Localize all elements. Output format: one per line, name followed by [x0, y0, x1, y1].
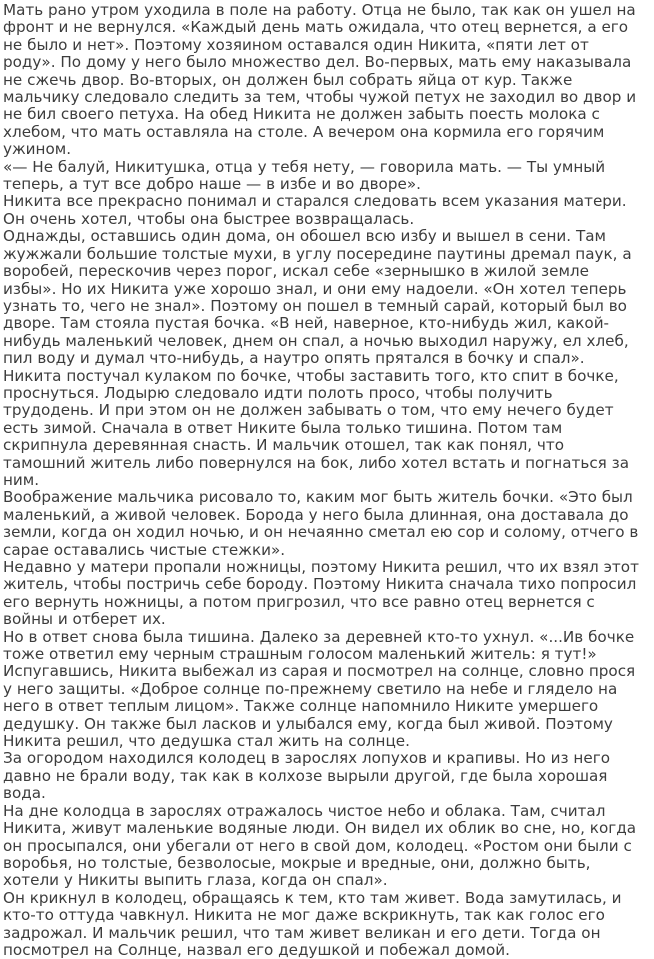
paragraph: На дне колодца в зарослях отражалось чистое небо и облака. Там, считал Никита, живут маленькие водяные люди. Он видел их облик во сне, но, когда он просыпался, они убегали от него в свой дом, колодец. «Ростом они были с воробья, но толстые, безволосые, мокрые и вредные, они, должно быть, хотели у Никиты выпить глаза, когда он спал». [3, 801, 637, 890]
paragraph: Он крикнул в колодец, обращаясь к тем, кто там живет. Вода замутилась, и кто-то оттуда чавкнул. Никита не мог даже вскрикнуть, так как голос его задрожал. И мальчик решил, что там живет великан и его дети. Тогда он посмотрел на Солнце, назвал его дедушкой и побежал домой. [3, 888, 622, 959]
paragraph: Никита постучал кулаком по бочке, чтобы заставить того, кто спит в бочке, проснуться. Лодырю следовало идти полоть просо, чтобы получить трудодень. И при этом он не должен забывать о том, что ему нечего будет есть зимой. Сначала в ответ Никите была только тишина. Потом там скрипнула деревянная снасть. И мальчик отошел, так как понял, что тамошний житель либо повернулся на бок, либо хотел встать и погнаться за ним. [3, 366, 630, 489]
paragraph: Воображение мальчика рисовало то, каким мог быть житель бочки. «Это был маленький, а живой человек. Борода у него была длинная, она доставала до земли, когда он ходил ночью, и он нечаянно сметал ею сор и солому, отчего в сарае оставались чистые стежки». [3, 488, 639, 559]
paragraph: Недавно у матери пропали ножницы, поэтому Никита решил, что их взял этот житель, чтобы постричь себе бороду. Поэтому Никита сначала тихо попросил его вернуть ножницы, а потом пригрозил, что все равно отец вернется с войны и отберет их. [3, 558, 639, 629]
paragraph: Никита все прекрасно понимал и старался следовать всем указания матери. Он очень хотел, чтобы она быстрее возвращалась. [3, 192, 627, 228]
paragraph: Но в ответ снова была тишина. Далеко за деревней кто-то ухнул. «...Ив бочке тоже ответил ему черным страшным голосом маленький житель: я тут!» Испугавшись, Никита выбежал из сарая и посмотрел на солнце, словно прося у него защиты. «Доброе солнце по-прежнему светило на небе и глядело на него в ответ теплым лицом». Также солнце напомнило Никите умершего дедушку. Он также был ласков и улыбался ему, когда был живой. Поэтому Никита решил, что дедушка стал жить на солнце. [3, 627, 636, 751]
paragraph: Мать рано утром уходила в поле на работу. Отца не было, так как он ушел на фронт и не вернулся. «Каждый день мать ожидала, что отец вернется, а его не было и нет». Поэтому хозяином оставался один Никита, «пяти лет от роду». По дому у него было множество дел. Во-первых, мать ему наказывала не сжечь двор. Во-вторых, он должен был собрать яйца от кур. Также мальчику следовало следить за тем, чтобы чужой петух не заходил во двор и не бил своего петуха. На обед Никита не должен забыть поесть молока с хлебом, что мать оставляла на столе. А вечером она кормила его горячим ужином. [3, 1, 637, 159]
paragraph: Однажды, оставшись один дома, он обошел всю избу и вышел в сени. Там жужжали большие толстые мухи, в углу посередине паутины дремал паук, а воробей, перескочив через порог, искал себе «зернышко в жилой земле избы». Но их Никита уже хорошо знал, и они ему надоели. «Он хотел теперь узнать то, чего не знал». Поэтому он пошел в темный сарай, который был во дворе. Там стояла пустая бочка. «В ней, наверное, кто-нибудь жил, какой-нибудь маленький человек, днем он спал, а ночью выходил наружу, ел хлеб, пил воду и думал что-нибудь, а наутро опять прятался в бочку и спал». [3, 227, 632, 368]
paragraph: «— Не балуй, Никитушка, отца у тебя нету, — говорила мать. — Ты умный теперь, а тут все добро наше — в избе и во дворе». [3, 157, 606, 194]
paragraph: За огородом находился колодец в зарослях лопухов и крапивы. Но из него давно не брали воду, так как в колхозе вырыли другой, где была хорошая вода. [3, 749, 610, 803]
